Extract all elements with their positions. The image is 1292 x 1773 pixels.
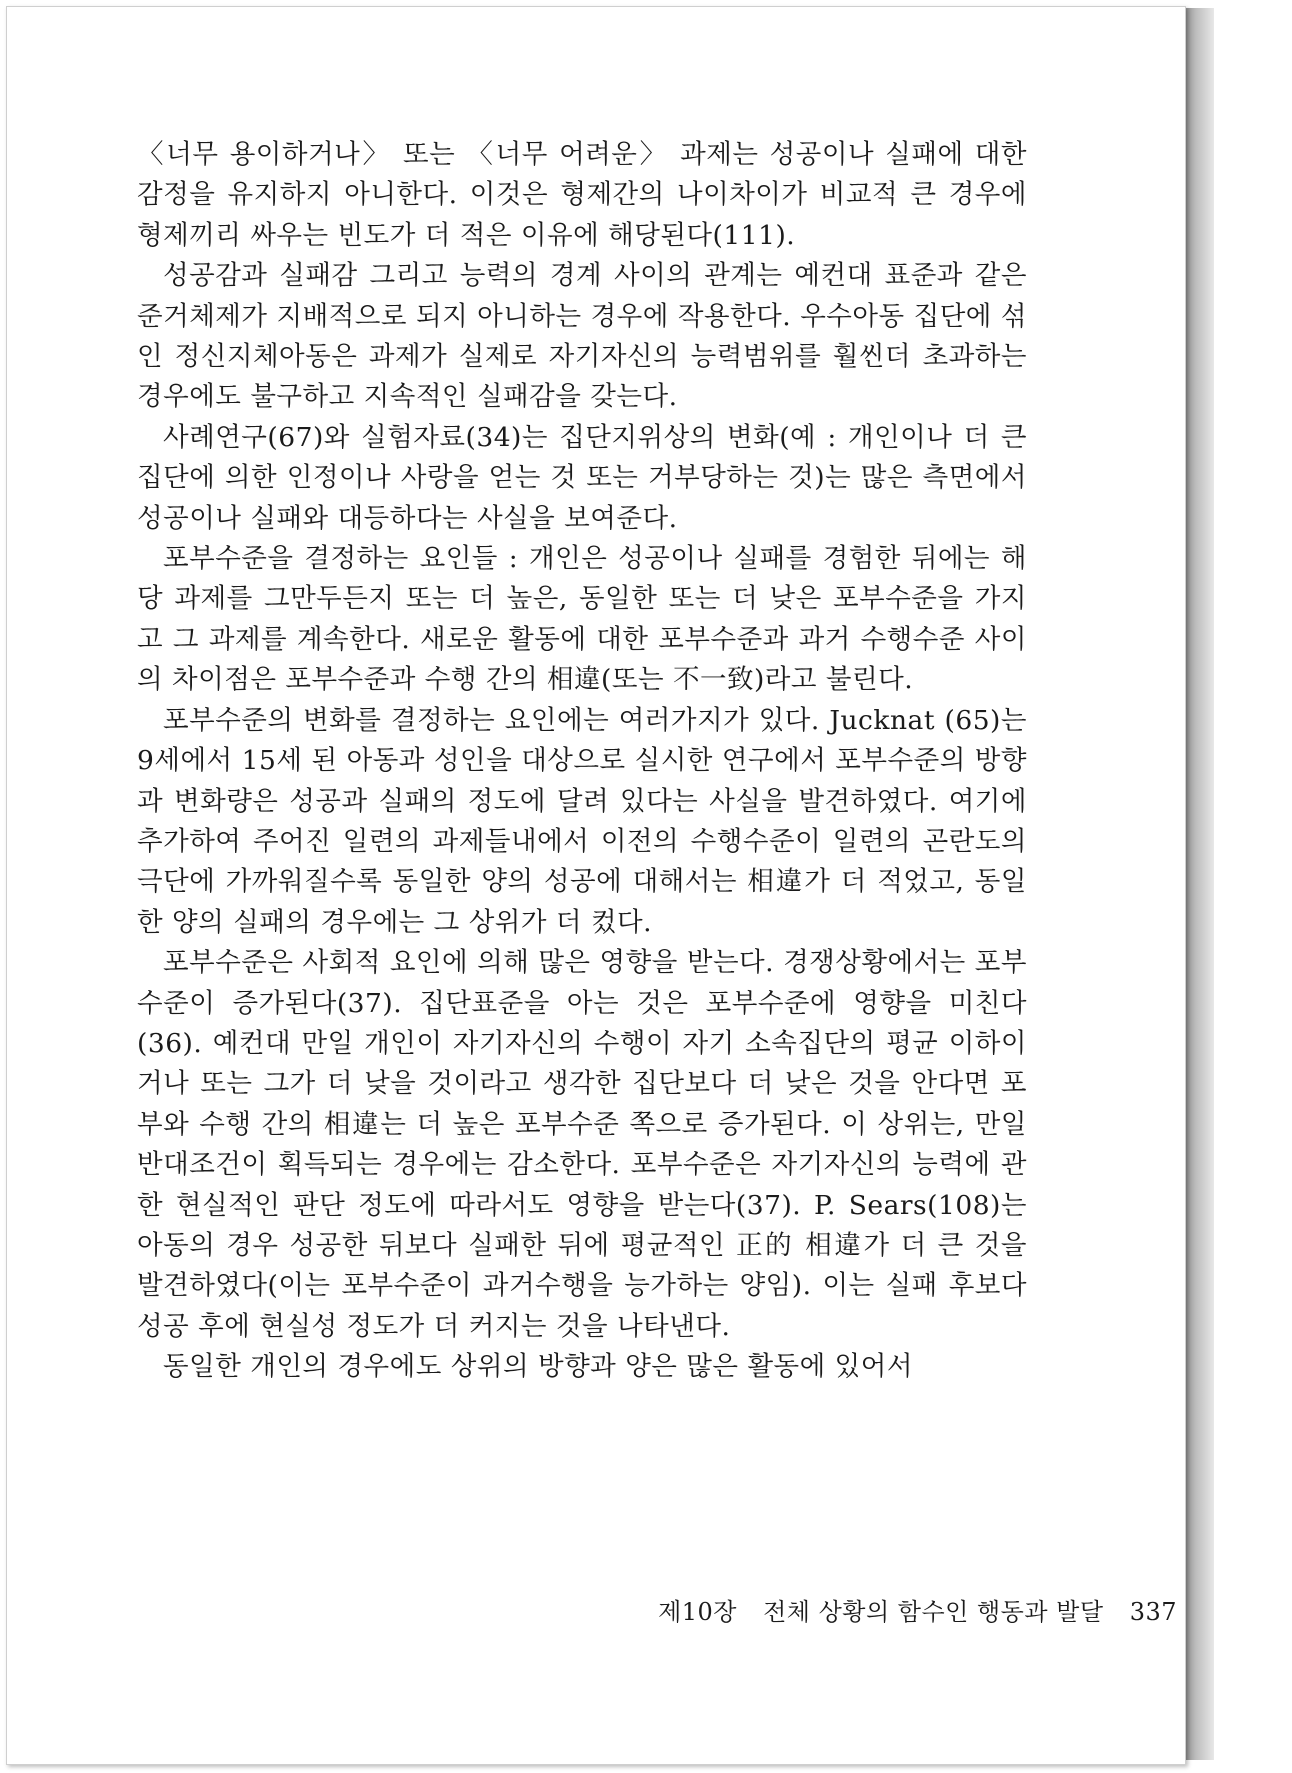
page-number: 337 [1129,1598,1177,1626]
paragraph-6: 포부수준은 사회적 요인에 의해 많은 영향을 받는다. 경쟁상황에서는 포부수준이 증가된다(37). 집단표준을 아는 것은 포부수준에 영향을 미친다(36). 예컨대 만일 개인이 자기자신의 수행이 자기 소속집단의 평균 이하이거나 또는 그가 더 낮을 것이라고 생각한 집단보다 더 낮은 것을 안다면 포부와 수행 간의 相違는 더 높은 포부수준 쪽으로 증가된다. 이 상위는, 만일 반대조건이 획득되는 경우에는 감소한다. 포부수준은 자기자신의 능력에 관한 현실적인 판단 정도에 따라서도 영향을 받는다(37). P. Sears(108)는 아동의 경우 성공한 뒤보다 실패한 뒤에 평균적인 正的 相違가 더 큰 것을 발견하였다(이는 포부수준이 과거수행을 능가하는 양임). 이는 실패 후보다 성공 후에 현실성 정도가 더 커지는 것을 나타낸다. [137,947,1027,1342]
paragraph-1: 〈너무 용이하거나〉 또는 〈너무 어려운〉 과제는 성공이나 실패에 대한 감정을 유지하지 아니한다. 이것은 형제간의 나이차이가 비교적 큰 경우에 형제끼리 싸우는 빈도가 더 적은 이유에 해당된다(111). [137,139,1027,251]
page-footer [7,1592,1177,1627]
body-text [137,135,1027,1388]
chapter-label: 제10장 [658,1598,737,1626]
chapter-title: 전체 상황의 함수인 행동과 발달 [763,1598,1104,1626]
paragraph-7: 동일한 개인의 경우에도 상위의 방향과 양은 많은 활동에 있어서 [163,1351,913,1383]
page-edge-shadow [1184,8,1214,1760]
book-page [6,6,1186,1765]
paragraph-3: 사례연구(67)와 실험자료(34)는 집단지위상의 변화(예 : 개인이나 더 큰 집단에 의한 인정이나 사랑을 얻는 것 또는 거부당하는 것)는 많은 측면에서 성공이나 실패와 대등하다는 사실을 보여준다. [137,421,1027,534]
paragraph-2: 성공감과 실패감 그리고 능력의 경계 사이의 관계는 예컨대 표준과 같은 준거체제가 지배적으로 되지 아니하는 경우에 작용한다. 우수아동 집단에 섞인 정신지체아동은 과제가 실제로 자기자신의 능력범위를 훨씬더 초과하는 경우에도 불구하고 지속적인 실패감을 갖는다. [137,260,1027,413]
paragraph-4: 포부수준을 결정하는 요인들 : 개인은 성공이나 실패를 경험한 뒤에는 해당 과제를 그만두든지 또는 더 높은, 동일한 또는 더 낮은 포부수준을 가지고 그 과제를 계속한다. 새로운 활동에 대한 포부수준과 과거 수행수준 사이의 차이점은 포부수준과 수행 간의 相違(또는 不一致)라고 불린다. [137,543,1027,696]
paragraph-5: 포부수준의 변화를 결정하는 요인에는 여러가지가 있다. Jucknat (65)는 9세에서 15세 된 아동과 성인을 대상으로 실시한 연구에서 포부수준의 방향과 변화량은 성공과 실패의 정도에 달려 있다는 사실을 발견하였다. 여기에 추가하여 주어진 일련의 과제들내에서 이전의 수행수준이 일련의 곤란도의 극단에 가까워질수록 동일한 양의 성공에 대해서는 相違가 더 적었고, 동일한 양의 실패의 경우에는 그 상위가 더 컸다. [137,704,1027,938]
